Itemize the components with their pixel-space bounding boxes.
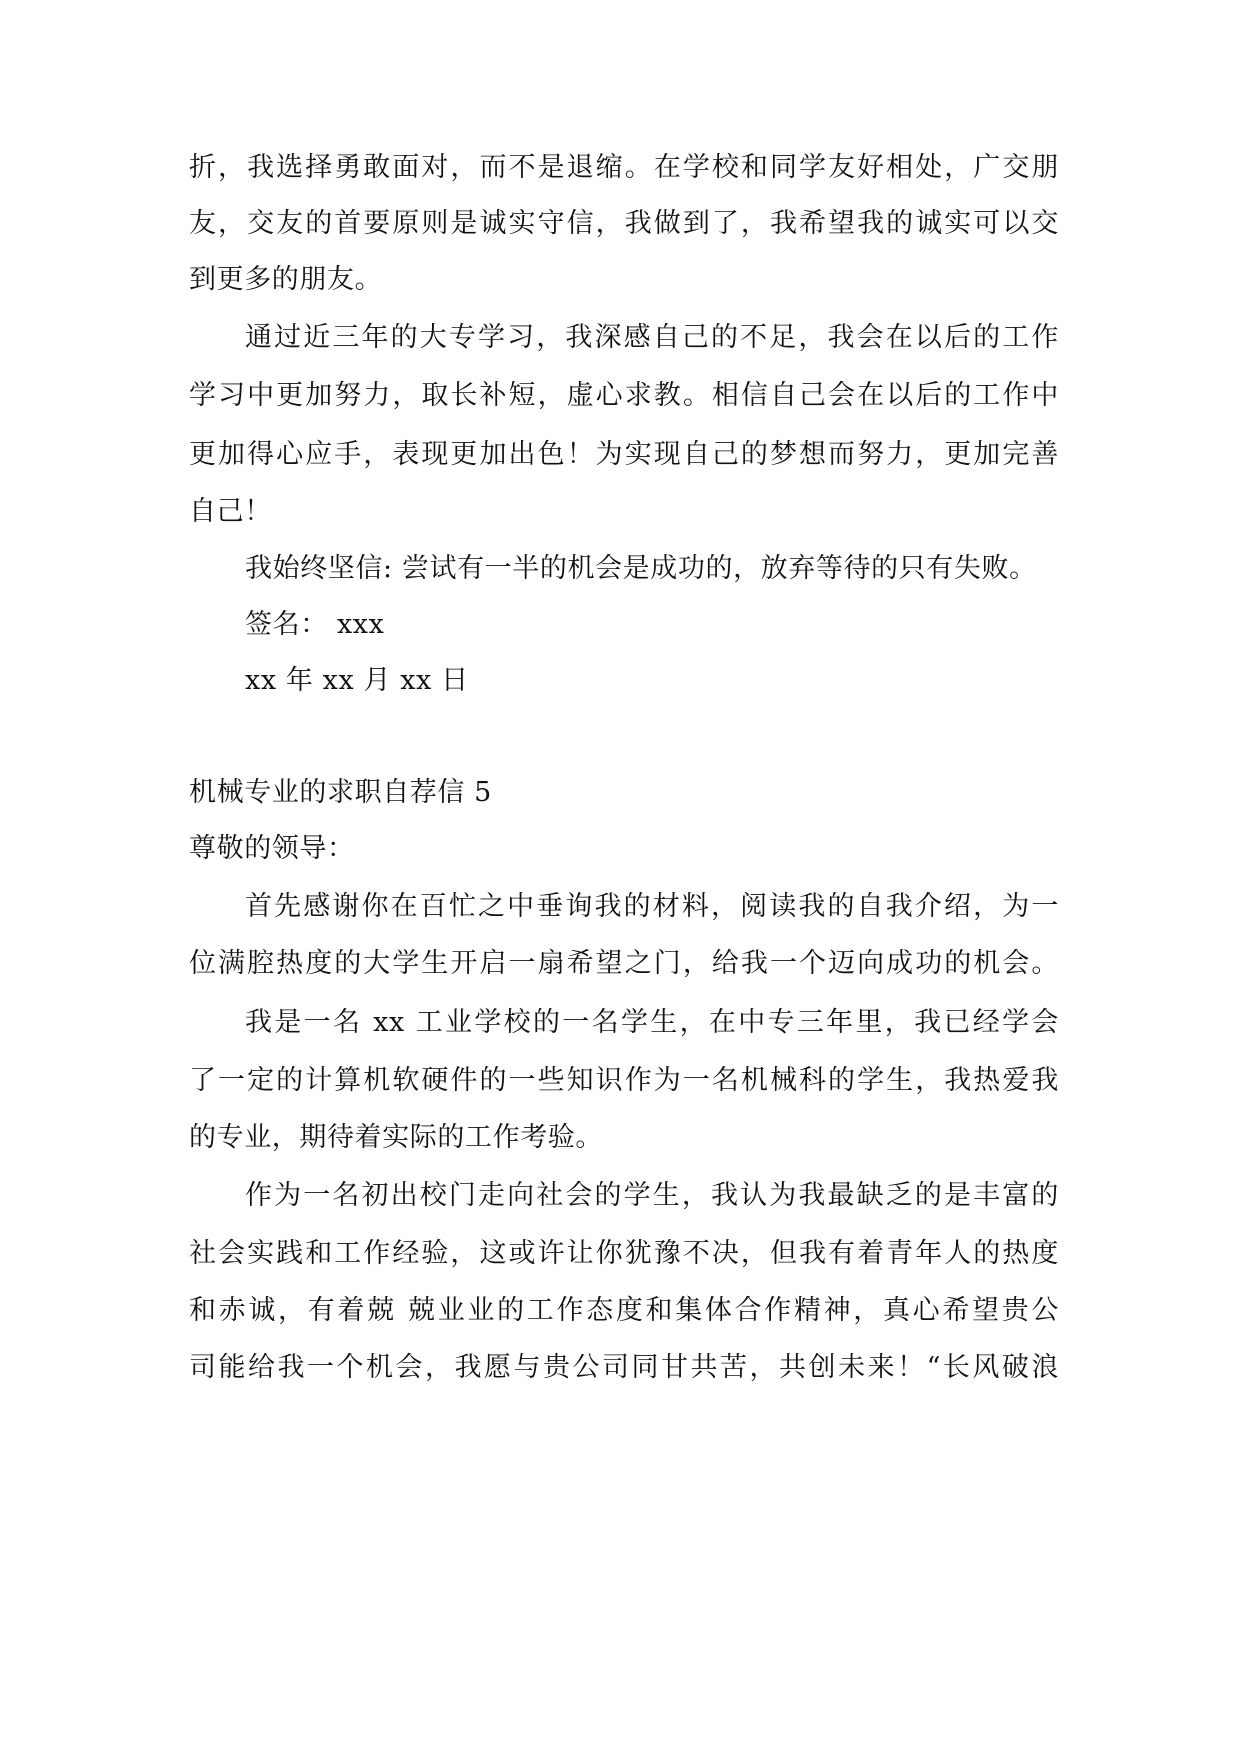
paragraph-line: 我始终坚信: 尝试有一半的机会是成功的，放弃等待的只有失败。	[245, 553, 1037, 584]
paragraph-line: 自己！	[189, 496, 272, 527]
paragraph-line: 和赤诚，有着兢 兢业业的工作态度和集体合作精神，真心希望贵公	[189, 1295, 1059, 1326]
date-line: xx 年 xx 月 xx 日	[245, 665, 469, 696]
paragraph-line: 作为一名初出校门走向社会的学生，我认为我最缺乏的是丰富的	[245, 1180, 1059, 1211]
paragraph-line: 学习中更加努力，取长补短，虚心求教。相信自己会在以后的工作中	[189, 380, 1059, 411]
paragraph-line: 司能给我一个机会，我愿与贵公司同甘共苦，共创未来！“长风破浪	[189, 1352, 1059, 1383]
salutation: 尊敬的领导：	[189, 833, 355, 864]
paragraph-line: 首先感谢你在百忙之中垂询我的材料，阅读我的自我介绍，为一	[245, 891, 1059, 922]
paragraph-line: 到更多的朋友。	[189, 264, 383, 295]
paragraph-line: 友，交友的首要原则是诚实守信，我做到了，我希望我的诚实可以交	[189, 208, 1059, 239]
signature-line: 签名： xxx	[245, 609, 385, 640]
paragraph-line: 更加得心应手，表现更加出色！为实现自己的梦想而努力，更加完善	[189, 439, 1059, 470]
paragraph-line: 社会实践和工作经验，这或许让你犹豫不决，但我有着青年人的热度	[189, 1238, 1059, 1269]
paragraph-line: 我是一名 xx 工业学校的一名学生，在中专三年里，我已经学会	[245, 1007, 1059, 1038]
section-title: 机械专业的求职自荐信 5	[189, 777, 492, 808]
paragraph-line: 通过近三年的大专学习，我深感自己的不足，我会在以后的工作	[245, 322, 1059, 353]
paragraph-line: 的专业，期待着实际的工作考验。	[189, 1122, 603, 1153]
paragraph-line: 位满腔热度的大学生开启一扇希望之门，给我一个迈向成功的机会。	[189, 948, 1059, 979]
paragraph-line: 折，我选择勇敢面对，而不是退缩。在学校和同学友好相处，广交朋	[189, 152, 1059, 183]
paragraph-line: 了一定的计算机软硬件的一些知识作为一名机械科的学生，我热爱我	[189, 1065, 1059, 1096]
